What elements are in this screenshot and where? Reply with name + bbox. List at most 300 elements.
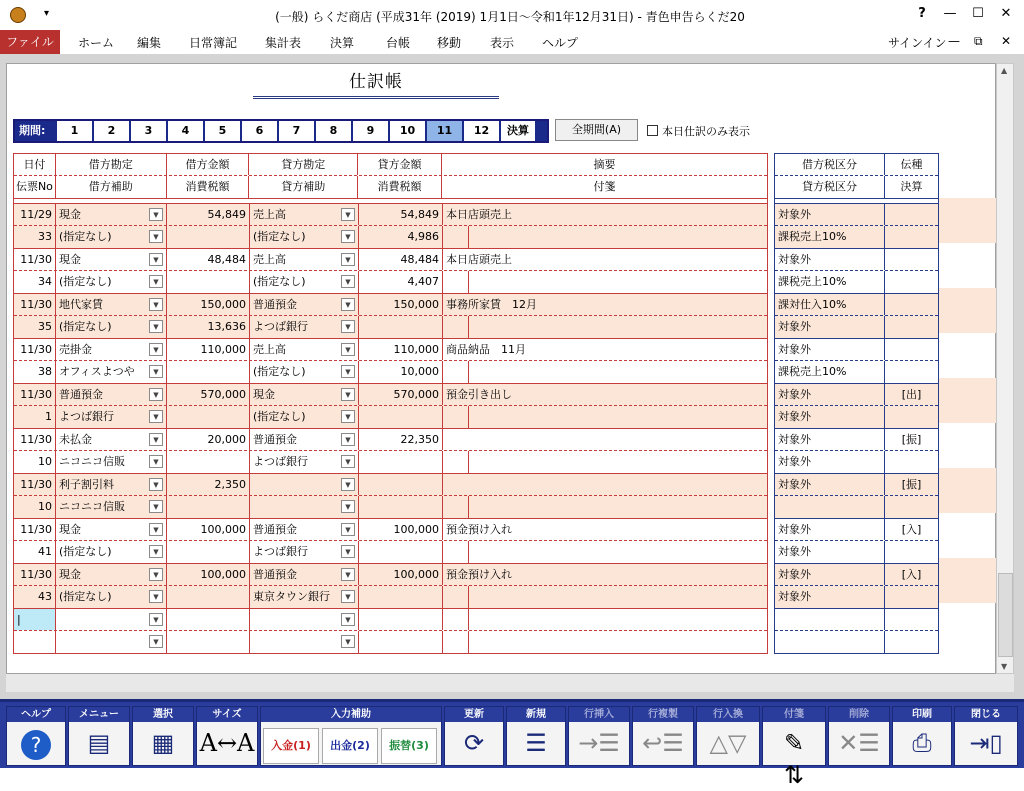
slip-type-input[interactable] bbox=[885, 609, 938, 630]
period-button-2[interactable]: 2 bbox=[92, 121, 129, 141]
date-cell[interactable]: 11/30 bbox=[14, 384, 56, 405]
sticky-cell[interactable] bbox=[443, 406, 469, 428]
memo-input[interactable] bbox=[469, 609, 743, 630]
memo-cell[interactable] bbox=[443, 474, 743, 495]
credit-account-cell[interactable] bbox=[250, 204, 359, 225]
debit-account-cell[interactable] bbox=[56, 339, 167, 360]
credit-sub-cell[interactable] bbox=[250, 316, 359, 338]
journal-entry[interactable] bbox=[14, 518, 767, 563]
credit-sub-cell[interactable] bbox=[250, 541, 359, 563]
debit-account-cell[interactable] bbox=[56, 519, 167, 540]
period-button-11[interactable]: 11 bbox=[425, 121, 462, 141]
credit-tax-class-cell[interactable] bbox=[775, 496, 885, 518]
debit-sub-cell[interactable] bbox=[56, 541, 167, 563]
debit-tax-class-cell[interactable]: 課対仕入10% bbox=[775, 294, 885, 315]
memo-cell[interactable]: 本日店頭売上 bbox=[446, 208, 512, 221]
chevron-down-icon[interactable]: ▼ bbox=[149, 455, 163, 468]
scroll-thumb[interactable] bbox=[998, 573, 1013, 657]
slip-no-cell[interactable]: 1 bbox=[14, 406, 56, 428]
document-frame bbox=[0, 54, 1024, 699]
new-button[interactable]: 新規 ☰ bbox=[506, 706, 566, 766]
debit-tax-cell[interactable] bbox=[167, 226, 250, 248]
sticky-note-cell[interactable] bbox=[469, 586, 743, 608]
credit-amount-cell[interactable]: 54,849 bbox=[359, 204, 443, 225]
credit-tax-cell[interactable] bbox=[359, 406, 443, 428]
debit-sub-cell[interactable] bbox=[56, 226, 167, 248]
credit-tax-class-cell[interactable]: 対象外 bbox=[775, 586, 885, 608]
sticky-note-cell[interactable] bbox=[469, 451, 743, 473]
credit-account-cell[interactable] bbox=[250, 384, 359, 405]
menu-move[interactable]: 移動 bbox=[437, 36, 462, 50]
chevron-down-icon[interactable]: ▼ bbox=[341, 230, 355, 243]
chevron-down-icon[interactable]: ▼ bbox=[341, 568, 355, 581]
debit-account-cell[interactable] bbox=[56, 474, 167, 495]
debit-tax-class-cell[interactable]: 対象外 bbox=[775, 249, 885, 270]
sticky-note-cell[interactable] bbox=[469, 406, 743, 428]
slip-no-cell[interactable]: 10 bbox=[14, 451, 56, 473]
period-button-1[interactable]: 1 bbox=[55, 121, 92, 141]
sticky-cell[interactable] bbox=[443, 271, 469, 293]
menu-bar bbox=[0, 30, 1024, 54]
chevron-down-icon[interactable]: ▼ bbox=[341, 613, 355, 626]
slip-no-cell[interactable]: 33 bbox=[14, 226, 56, 248]
memo-cell[interactable]: 事務所家賃 12月 bbox=[446, 298, 537, 311]
credit-sub-cell[interactable] bbox=[250, 226, 359, 248]
debit-tax-cell[interactable] bbox=[167, 451, 250, 473]
menu-ledger[interactable]: 台帳 bbox=[386, 36, 411, 50]
sticky-cell[interactable] bbox=[443, 361, 469, 383]
date-cell[interactable]: 11/30 bbox=[14, 294, 56, 315]
maximize-icon[interactable]: ☐ bbox=[972, 6, 984, 21]
memo-cell[interactable] bbox=[443, 429, 743, 450]
menu-button[interactable]: メニュー ▤ bbox=[68, 706, 130, 766]
debit-sub-cell[interactable] bbox=[56, 496, 167, 518]
sticky-note-cell[interactable] bbox=[469, 496, 743, 518]
chevron-down-icon[interactable]: ▼ bbox=[149, 365, 163, 378]
debit-account-cell[interactable] bbox=[56, 384, 167, 405]
journal-entry[interactable] bbox=[14, 383, 767, 428]
credit-tax-cell[interactable]: 4,407 bbox=[359, 271, 443, 293]
chevron-down-icon[interactable]: ▼ bbox=[149, 343, 163, 356]
chevron-down-icon[interactable]: ▼ bbox=[341, 365, 355, 378]
debit-amount-cell[interactable]: 110,000 bbox=[167, 339, 250, 360]
sticky-input[interactable] bbox=[469, 631, 743, 653]
date-cell[interactable]: 11/30 bbox=[14, 429, 56, 450]
period-button-3[interactable]: 3 bbox=[129, 121, 166, 141]
date-cell[interactable]: 11/30 bbox=[14, 474, 56, 495]
chevron-down-icon[interactable]: ▼ bbox=[149, 433, 163, 446]
refresh-button[interactable]: 更新 ⟳ bbox=[444, 706, 504, 766]
debit-amount-cell[interactable]: 2,350 bbox=[167, 474, 250, 495]
credit-tax-class-cell[interactable]: 課税売上10% bbox=[775, 226, 885, 248]
chevron-down-icon[interactable]: ▼ bbox=[341, 275, 355, 288]
delete-button[interactable]: 削除 ✕☰ bbox=[828, 706, 890, 766]
credit-tax-cell[interactable] bbox=[359, 451, 443, 473]
menu-view[interactable]: 表示 bbox=[490, 36, 515, 50]
withdraw-button[interactable]: 出金(2) bbox=[322, 728, 378, 764]
debit-sub-cell[interactable] bbox=[56, 406, 167, 428]
help-button[interactable]: ヘルプ ? bbox=[6, 706, 66, 766]
debit-sub-cell[interactable] bbox=[56, 271, 167, 293]
period-button-4[interactable]: 4 bbox=[166, 121, 203, 141]
debit-account-cell[interactable] bbox=[56, 204, 167, 225]
sticky-cell[interactable] bbox=[443, 586, 469, 608]
chevron-down-icon[interactable]: ▼ bbox=[341, 635, 355, 648]
period-button-10[interactable]: 10 bbox=[388, 121, 425, 141]
memo-cell[interactable]: 預金預け入れ bbox=[446, 523, 512, 536]
credit-tax-cell[interactable] bbox=[359, 316, 443, 338]
header-debit-tax: 消費税額 bbox=[167, 176, 250, 198]
journal-entry[interactable] bbox=[14, 248, 767, 293]
vertical-scrollbar[interactable] bbox=[996, 63, 1014, 674]
slip-type-cell[interactable] bbox=[885, 294, 938, 315]
slip-no-cell[interactable]: 10 bbox=[14, 496, 56, 518]
chevron-down-icon[interactable]: ▼ bbox=[341, 298, 355, 311]
slip-no-cell[interactable]: 38 bbox=[14, 361, 56, 383]
print-button[interactable]: 印刷 ⎙ bbox=[892, 706, 952, 766]
memo-cell[interactable]: 預金預け入れ bbox=[446, 568, 512, 581]
header-credit-tax: 消費税額 bbox=[358, 176, 442, 198]
scroll-down-icon[interactable]: ▼ bbox=[1001, 662, 1008, 671]
doc-restore-icon[interactable]: ⧉ bbox=[974, 34, 983, 48]
credit-account-cell[interactable] bbox=[250, 339, 359, 360]
debit-account-cell[interactable] bbox=[56, 564, 167, 585]
credit-tax-cell[interactable] bbox=[359, 496, 443, 518]
credit-sub-cell[interactable] bbox=[250, 496, 359, 518]
closing-cell[interactable] bbox=[885, 271, 938, 293]
closing-input[interactable] bbox=[885, 631, 938, 653]
memo-cell[interactable]: 本日店頭売上 bbox=[446, 253, 512, 266]
row-copy-button[interactable]: 行複製 ↩☰ bbox=[632, 706, 694, 766]
slip-type-cell[interactable]: [振] bbox=[901, 478, 922, 491]
chevron-down-icon[interactable]: ▼ bbox=[341, 590, 355, 603]
debit-tax-input[interactable] bbox=[167, 631, 250, 653]
doc-close-icon[interactable]: ✕ bbox=[1001, 34, 1012, 48]
credit-account-cell-value: 普通預金 bbox=[253, 523, 297, 536]
chevron-down-icon[interactable]: ▼ bbox=[149, 208, 163, 221]
row-swap-button[interactable]: 行入換 △▽ bbox=[696, 706, 760, 766]
journal-entry[interactable] bbox=[14, 338, 767, 383]
minimize-icon[interactable]: — bbox=[943, 6, 957, 21]
sticky-note-cell[interactable] bbox=[469, 226, 743, 248]
slip-type-cell[interactable]: [振] bbox=[901, 433, 922, 446]
tax-class-input[interactable] bbox=[775, 631, 885, 653]
row-insert-button[interactable]: 行挿入 →☰ bbox=[568, 706, 630, 766]
memo-cell[interactable]: 商品納品 11月 bbox=[446, 343, 526, 356]
chevron-down-icon[interactable]: ▼ bbox=[341, 208, 355, 221]
chevron-down-icon[interactable]: ▼ bbox=[341, 523, 355, 536]
closing-cell[interactable] bbox=[885, 496, 938, 518]
chevron-down-icon[interactable]: ▼ bbox=[149, 635, 163, 648]
chevron-down-icon[interactable]: ▼ bbox=[341, 478, 355, 491]
chevron-down-icon[interactable]: ▼ bbox=[149, 500, 163, 513]
credit-tax-class-cell[interactable]: 課税売上10% bbox=[775, 271, 885, 293]
date-cell[interactable]: 11/30 bbox=[14, 339, 56, 360]
chevron-down-icon[interactable]: ▼ bbox=[149, 388, 163, 401]
date-cell[interactable]: 11/30 bbox=[14, 564, 56, 585]
sticky-note-cell[interactable] bbox=[469, 541, 743, 563]
debit-tax-cell[interactable]: 13,636 bbox=[167, 316, 250, 338]
credit-account-cell[interactable] bbox=[250, 429, 359, 450]
slip-type-cell[interactable] bbox=[885, 204, 938, 225]
chevron-down-icon[interactable]: ▼ bbox=[149, 298, 163, 311]
debit-tax-cell[interactable] bbox=[167, 406, 250, 428]
closing-cell[interactable] bbox=[885, 361, 938, 383]
chevron-down-icon[interactable]: ▼ bbox=[149, 568, 163, 581]
credit-tax-cell[interactable]: 10,000 bbox=[359, 361, 443, 383]
debit-sub-cell[interactable] bbox=[56, 361, 167, 383]
journal-entry[interactable] bbox=[14, 473, 767, 518]
date-input[interactable]: | bbox=[14, 609, 56, 630]
menu-summary[interactable]: 集計表 bbox=[265, 36, 302, 50]
slip-no-cell[interactable]: 41 bbox=[14, 541, 56, 563]
close-icon[interactable]: ✕ bbox=[1000, 6, 1012, 21]
date-cell[interactable]: 11/29 bbox=[14, 204, 56, 225]
debit-tax-cell[interactable] bbox=[167, 271, 250, 293]
debit-amount-cell[interactable]: 54,849 bbox=[167, 204, 250, 225]
credit-amount-cell[interactable]: 570,000 bbox=[359, 384, 443, 405]
sticky-cell[interactable] bbox=[443, 631, 469, 653]
closing-cell[interactable] bbox=[885, 226, 938, 248]
menu-help[interactable]: ヘルプ bbox=[542, 36, 579, 50]
menu-home[interactable]: ホーム bbox=[78, 36, 115, 50]
chevron-down-icon[interactable]: ▼ bbox=[149, 545, 163, 558]
credit-amount-cell[interactable] bbox=[359, 474, 443, 495]
credit-tax-class-cell[interactable]: 対象外 bbox=[775, 406, 885, 428]
credit-amount-cell[interactable]: 48,484 bbox=[359, 249, 443, 270]
credit-account-cell-value: 売上高 bbox=[253, 343, 286, 356]
credit-tax-input[interactable] bbox=[359, 631, 443, 653]
closing-cell[interactable] bbox=[885, 451, 938, 473]
chevron-down-icon[interactable]: ▼ bbox=[341, 253, 355, 266]
sticky-cell[interactable] bbox=[443, 496, 469, 518]
credit-tax-class-cell[interactable]: 対象外 bbox=[775, 541, 885, 563]
period-button-5[interactable]: 5 bbox=[203, 121, 240, 141]
chevron-down-icon[interactable]: ▼ bbox=[149, 523, 163, 536]
chevron-down-icon[interactable]: ▼ bbox=[149, 410, 163, 423]
tax-entry[interactable] bbox=[775, 293, 938, 338]
menu-edit[interactable]: 編集 bbox=[137, 36, 162, 50]
credit-amount-cell[interactable]: 100,000 bbox=[359, 519, 443, 540]
credit-amount-cell[interactable]: 22,350 bbox=[359, 429, 443, 450]
credit-tax-class-cell[interactable]: 対象外 bbox=[775, 316, 885, 338]
credit-account-cell[interactable] bbox=[250, 519, 359, 540]
sticky-note-cell[interactable] bbox=[469, 316, 743, 338]
row-strips bbox=[939, 198, 997, 603]
debit-tax-class-cell[interactable]: 対象外 bbox=[775, 204, 885, 225]
chevron-down-icon[interactable]: ▼ bbox=[149, 478, 163, 491]
closing-cell[interactable] bbox=[885, 541, 938, 563]
size-button[interactable]: サイズ A↔A bbox=[196, 706, 258, 766]
tax-entry[interactable] bbox=[775, 338, 938, 383]
credit-sub-input[interactable] bbox=[250, 631, 359, 653]
credit-account-cell[interactable] bbox=[250, 249, 359, 270]
entries-body bbox=[14, 203, 767, 608]
period-button-7[interactable]: 7 bbox=[277, 121, 314, 141]
header-debit-amount: 借方金額 bbox=[167, 154, 250, 175]
debit-sub-cell[interactable] bbox=[56, 451, 167, 473]
journal-entry[interactable] bbox=[14, 428, 767, 473]
sticky-button[interactable]: 付箋 ✎ ⇅ bbox=[762, 706, 826, 766]
date-cell[interactable]: 11/30 bbox=[14, 519, 56, 540]
tax-class-input[interactable] bbox=[775, 609, 885, 630]
period-button-6[interactable]: 6 bbox=[240, 121, 277, 141]
checkbox-box[interactable] bbox=[647, 125, 658, 136]
chevron-down-icon[interactable]: ▼ bbox=[149, 590, 163, 603]
new-tax-row[interactable] bbox=[775, 608, 938, 653]
journal-entry[interactable] bbox=[14, 293, 767, 338]
sticky-cell[interactable] bbox=[443, 609, 469, 630]
menu-daily[interactable]: 日常簿記 bbox=[189, 36, 238, 50]
select-button[interactable]: 選択 ▦ bbox=[132, 706, 194, 766]
slip-no-input[interactable] bbox=[14, 631, 56, 653]
scroll-up-icon[interactable]: ▲ bbox=[1001, 66, 1008, 75]
slip-type-cell[interactable] bbox=[885, 339, 938, 360]
credit-account-cell[interactable] bbox=[250, 564, 359, 585]
credit-sub-cell[interactable] bbox=[250, 271, 359, 293]
sticky-note-cell[interactable] bbox=[469, 361, 743, 383]
chevron-down-icon[interactable]: ▼ bbox=[149, 613, 163, 626]
date-cell[interactable]: 11/30 bbox=[14, 249, 56, 270]
closing-cell[interactable] bbox=[885, 586, 938, 608]
debit-tax-class-cell[interactable]: 対象外 bbox=[775, 474, 885, 495]
debit-account-cell[interactable] bbox=[56, 249, 167, 270]
closing-cell[interactable] bbox=[885, 406, 938, 428]
debit-tax-cell[interactable] bbox=[167, 361, 250, 383]
journal-entry[interactable] bbox=[14, 563, 767, 608]
chevron-down-icon[interactable]: ▼ bbox=[341, 545, 355, 558]
credit-amount-cell[interactable]: 150,000 bbox=[359, 294, 443, 315]
tax-entry[interactable] bbox=[775, 428, 938, 473]
sign-in-link[interactable]: サインイン bbox=[888, 36, 947, 50]
chevron-down-icon[interactable]: ▼ bbox=[341, 500, 355, 513]
menu-file[interactable]: ファイル bbox=[0, 30, 60, 54]
deposit-button[interactable]: 入金(1) bbox=[263, 728, 319, 764]
chevron-down-icon[interactable]: ▼ bbox=[341, 433, 355, 446]
transfer-button[interactable]: 振替(3) bbox=[381, 728, 437, 764]
credit-sub-cell[interactable] bbox=[250, 586, 359, 608]
credit-sub-cell[interactable] bbox=[250, 451, 359, 473]
credit-account-input[interactable] bbox=[250, 609, 359, 630]
sticky-cell[interactable] bbox=[443, 316, 469, 338]
chevron-down-icon[interactable]: ▼ bbox=[341, 320, 355, 333]
credit-tax-cell[interactable]: 4,986 bbox=[359, 226, 443, 248]
memo-cell[interactable]: 預金引き出し bbox=[446, 388, 512, 401]
debit-tax-cell[interactable] bbox=[167, 541, 250, 563]
slip-type-cell[interactable]: [出] bbox=[901, 388, 922, 401]
chevron-down-icon[interactable]: ▼ bbox=[149, 230, 163, 243]
credit-account-cell[interactable] bbox=[250, 294, 359, 315]
today-only-checkbox[interactable] bbox=[647, 123, 750, 139]
row-copy-icon: ↩☰ bbox=[642, 729, 684, 757]
debit-tax-class-cell[interactable]: 対象外 bbox=[775, 339, 885, 360]
chevron-down-icon[interactable]: ▼ bbox=[149, 253, 163, 266]
chevron-down-icon[interactable]: ▼ bbox=[149, 275, 163, 288]
debit-account-cell[interactable] bbox=[56, 429, 167, 450]
debit-account-cell[interactable] bbox=[56, 294, 167, 315]
help-icon[interactable]: ? bbox=[918, 6, 926, 21]
tax-entry[interactable] bbox=[775, 563, 938, 608]
debit-tax-cell[interactable] bbox=[167, 586, 250, 608]
close-button[interactable]: 閉じる ⇥▯ bbox=[954, 706, 1018, 766]
slip-no-cell[interactable]: 34 bbox=[14, 271, 56, 293]
debit-tax-class-cell[interactable]: 対象外 bbox=[775, 564, 885, 585]
credit-tax-class-cell[interactable]: 対象外 bbox=[775, 451, 885, 473]
credit-tax-cell[interactable] bbox=[359, 586, 443, 608]
credit-account-cell-value: 売上高 bbox=[253, 208, 286, 221]
debit-tax-class-cell[interactable]: 対象外 bbox=[775, 384, 885, 405]
doc-minimize-icon[interactable]: — bbox=[948, 34, 960, 48]
chevron-down-icon[interactable]: ▼ bbox=[341, 388, 355, 401]
quick-access-icon[interactable]: ▾ bbox=[44, 8, 50, 19]
credit-amount-input[interactable] bbox=[359, 609, 443, 630]
period-button-kessan[interactable]: 決算 bbox=[499, 121, 535, 141]
tax-entry[interactable] bbox=[775, 203, 938, 248]
closing-cell[interactable] bbox=[885, 316, 938, 338]
debit-amount-cell[interactable]: 48,484 bbox=[167, 249, 250, 270]
slip-type-cell[interactable] bbox=[885, 249, 938, 270]
header-credit-tax-class: 貸方税区分 bbox=[775, 176, 885, 198]
new-entry-row[interactable] bbox=[14, 608, 767, 653]
credit-amount-cell[interactable]: 100,000 bbox=[359, 564, 443, 585]
slip-no-cell[interactable]: 43 bbox=[14, 586, 56, 608]
debit-amount-cell[interactable]: 570,000 bbox=[167, 384, 250, 405]
period-button-9[interactable]: 9 bbox=[351, 121, 388, 141]
chevron-down-icon[interactable]: ▼ bbox=[341, 410, 355, 423]
menu-closing[interactable]: 決算 bbox=[330, 36, 355, 50]
debit-amount-cell[interactable]: 150,000 bbox=[167, 294, 250, 315]
debit-sub-cell[interactable] bbox=[56, 586, 167, 608]
period-button-12[interactable]: 12 bbox=[462, 121, 499, 141]
debit-tax-class-cell[interactable]: 対象外 bbox=[775, 429, 885, 450]
credit-tax-cell[interactable] bbox=[359, 541, 443, 563]
tax-entry[interactable] bbox=[775, 248, 938, 293]
credit-account-cell[interactable] bbox=[250, 474, 359, 495]
debit-amount-cell[interactable]: 100,000 bbox=[167, 564, 250, 585]
chevron-down-icon[interactable]: ▼ bbox=[149, 320, 163, 333]
credit-sub-cell[interactable] bbox=[250, 361, 359, 383]
sticky-cell[interactable] bbox=[443, 541, 469, 563]
debit-tax-cell[interactable] bbox=[167, 496, 250, 518]
credit-sub-cell[interactable] bbox=[250, 406, 359, 428]
journal-entry[interactable] bbox=[14, 203, 767, 248]
slip-type-cell[interactable]: [入] bbox=[901, 568, 922, 581]
credit-amount-cell[interactable]: 110,000 bbox=[359, 339, 443, 360]
debit-amount-cell[interactable]: 20,000 bbox=[167, 429, 250, 450]
sticky-note-cell[interactable] bbox=[469, 271, 743, 293]
chevron-down-icon[interactable]: ▼ bbox=[341, 455, 355, 468]
sticky-cell[interactable] bbox=[443, 226, 469, 248]
tax-entry[interactable] bbox=[775, 383, 938, 428]
debit-sub-input[interactable] bbox=[56, 631, 167, 653]
debit-account-input[interactable] bbox=[56, 609, 167, 630]
credit-tax-class-cell[interactable]: 課税売上10% bbox=[775, 361, 885, 383]
tax-entry[interactable] bbox=[775, 518, 938, 563]
chevron-down-icon[interactable]: ▼ bbox=[341, 343, 355, 356]
debit-tax-class-cell[interactable]: 対象外 bbox=[775, 519, 885, 540]
slip-type-cell[interactable]: [入] bbox=[901, 523, 922, 536]
sticky-cell[interactable] bbox=[443, 451, 469, 473]
debit-amount-cell[interactable]: 100,000 bbox=[167, 519, 250, 540]
debit-amount-input[interactable] bbox=[167, 609, 250, 630]
header-credit-amount: 貸方金額 bbox=[358, 154, 442, 175]
debit-sub-cell[interactable] bbox=[56, 316, 167, 338]
slip-no-cell[interactable]: 35 bbox=[14, 316, 56, 338]
period-button-8[interactable]: 8 bbox=[314, 121, 351, 141]
all-period-button[interactable]: 全期間(A) bbox=[555, 119, 638, 141]
app-icon[interactable] bbox=[10, 7, 26, 23]
tax-entry[interactable] bbox=[775, 473, 938, 518]
